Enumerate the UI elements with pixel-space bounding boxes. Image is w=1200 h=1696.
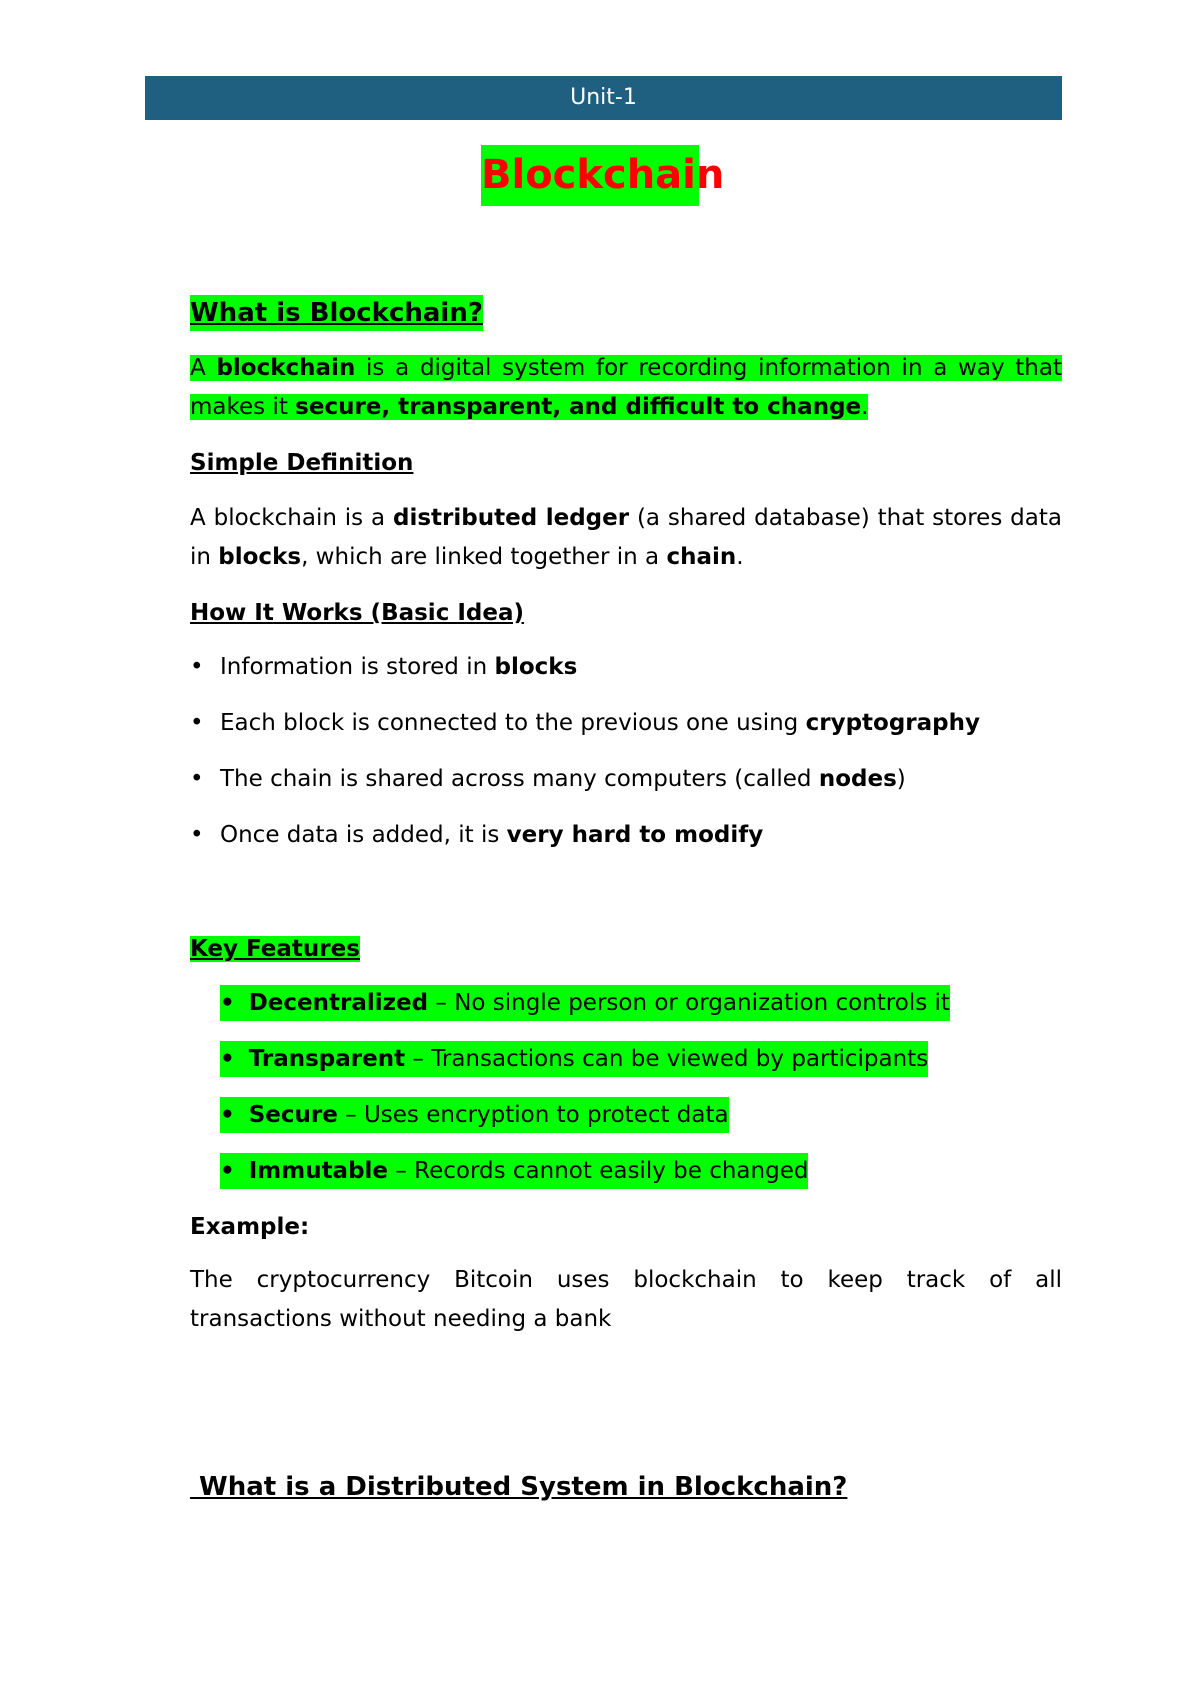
simple-definition-heading: Simple Definition	[190, 450, 414, 476]
list-item-bold: very hard to modify	[506, 822, 764, 848]
section-heading-what-is-blockchain: What is Blockchain?	[190, 295, 483, 331]
bullet-icon: •	[220, 990, 235, 1016]
list-item	[190, 649, 1062, 685]
feature-desc: – Records cannot easily be changed	[388, 1158, 809, 1184]
intro-paragraph	[190, 349, 1062, 427]
list-item-bold: cryptography	[805, 710, 980, 736]
list-item-bold: nodes	[818, 766, 897, 792]
key-features-list	[190, 985, 1062, 1189]
def-text-3: , which are linked together in a	[301, 544, 667, 570]
def-text-2: (a shared database) that stores data in	[190, 505, 1062, 570]
list-item-after: )	[896, 766, 906, 792]
def-bold-1: distributed ledger	[393, 505, 630, 531]
bullet-icon: •	[220, 1158, 235, 1184]
document-body	[190, 295, 1062, 1505]
def-bold-3: chain	[666, 544, 737, 570]
feature-name: Decentralized	[248, 990, 429, 1016]
bullet-icon: •	[190, 654, 204, 680]
feature-desc: – Transactions can be viewed by participants	[405, 1046, 929, 1072]
def-text-1: A blockchain is a	[190, 505, 393, 531]
unit-header-bar	[145, 76, 1062, 120]
list-item	[190, 1041, 1062, 1077]
list-item	[190, 761, 1062, 797]
key-features-heading	[190, 931, 1062, 967]
simple-definition-paragraph	[190, 499, 1062, 577]
list-item	[190, 705, 1062, 741]
bullet-icon: •	[220, 1046, 235, 1072]
intro-bold-1: blockchain	[216, 355, 356, 381]
section-heading-distributed-system: What is a Distributed System in Blockchain?	[190, 1472, 848, 1502]
feature-desc: – No single person or organization controls it	[428, 990, 950, 1016]
feature-name: Secure	[248, 1102, 338, 1128]
list-item-text: The chain is shared across many computers (called	[220, 766, 819, 792]
document-title: Blockchain	[481, 145, 699, 206]
example-paragraph: The cryptocurrency Bitcoin uses blockchain to keep track of all transactions without needing a bank	[190, 1267, 1062, 1332]
how-it-works-heading: How It Works (Basic Idea)	[190, 600, 524, 626]
feature-name: Transparent	[248, 1046, 406, 1072]
feature-desc: – Uses encryption to protect data	[337, 1102, 729, 1128]
list-item	[190, 1097, 1062, 1133]
bullet-icon: •	[190, 710, 204, 736]
intro-text-3: .	[861, 394, 869, 420]
unit-label: Unit-1	[570, 85, 637, 110]
list-item	[190, 817, 1062, 853]
list-item	[190, 985, 1062, 1021]
key-features-heading-text: Key Features	[190, 936, 360, 962]
def-text-4: .	[736, 544, 744, 570]
how-it-works-list	[190, 649, 1062, 853]
example-label: Example:	[190, 1214, 310, 1240]
list-item-text: Information is stored in	[220, 654, 495, 680]
list-item	[190, 1153, 1062, 1189]
bullet-icon: •	[190, 766, 204, 792]
intro-text-1: A	[190, 355, 217, 381]
list-item-bold: blocks	[494, 654, 578, 680]
list-item-text: Each block is connected to the previous one using	[220, 710, 806, 736]
bullet-icon: •	[220, 1102, 235, 1128]
list-item-text: Once data is added, it is	[220, 822, 507, 848]
bullet-icon: •	[190, 822, 204, 848]
def-bold-2: blocks	[218, 544, 302, 570]
intro-text-2: is a digital system for recording information in a way that makes it	[190, 355, 1062, 420]
intro-bold-2: secure, transparent, and difficult to change	[295, 394, 862, 420]
feature-name: Immutable	[248, 1158, 389, 1184]
